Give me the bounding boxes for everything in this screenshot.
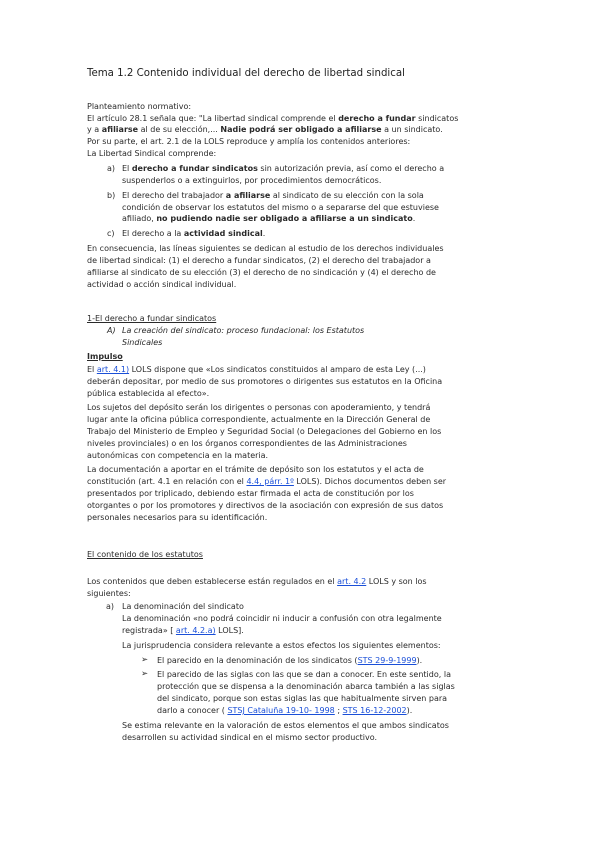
arrow-bullet-icon: ➢ (141, 655, 149, 665)
intro-line-4: La Libertad Sindical comprende: (87, 148, 217, 158)
sujetos-line-5: autonómicas con competencia en la materia. (87, 451, 269, 460)
documentacion-line-2: constitución (art. 4.1 en relación con el 4.4, párr. 1º LOLS). Dichos documentos deben ser (87, 477, 447, 486)
list-marker-b: b) (107, 191, 116, 200)
article-4-2-link[interactable]: art. 4.2 (337, 577, 367, 586)
sujetos-line-3: Trabajo del Ministerio de Empleo y Seguridad Social (o Delegaciones del Gobierno en los (87, 427, 442, 436)
article-4-1-link[interactable]: art. 4.1) (96, 365, 130, 374)
list-item-b-line-2: condición de observar los estatutos del mismo o a separarse del que estuviese (122, 202, 439, 212)
bullet-2-line-1: El parecido de las siglas con las que se dan a conocer. En este sentido, la (157, 670, 451, 679)
list-item-b-line-3: afiliado, no pudiendo nadie ser obligado a afiliarse a un sindicato. (122, 214, 416, 224)
documentacion-line-5: personales necesarios para su identificación. (87, 513, 268, 522)
list-marker-a: a) (107, 164, 116, 173)
consequence-line-1: En consecuencia, las líneas siguientes se dedican al estudio de los derechos individuales (87, 244, 444, 253)
planteamiento-label: Planteamiento normativo: (87, 102, 192, 111)
impulso-line-1: El art. 4.1) LOLS dispone que «Los sindicatos constituidos al amparo de esta Ley (...) (87, 365, 426, 374)
estatutos-line-1: Los contenidos que deben establecerse están regulados en el art. 4.2 LOLS y son los (87, 577, 427, 586)
denominacion-title: La denominación del sindicato (122, 602, 244, 611)
section-2-heading: El contenido de los estatutos (87, 550, 203, 559)
intro-line-3: Por su parte, el art. 2.1 de la LOLS reproduce y amplía los contenidos anteriores: (87, 137, 411, 147)
page-title: Tema 1.2 Contenido individual del derecho de libertad sindical (87, 68, 405, 79)
documentacion-line-3: presentados por triplicado, debiendo estar firmada el acta de constitución por los (87, 489, 414, 498)
bullet-2-line-3: del sindicato, porque son estas siglas las que habitualmente sirven para (157, 694, 448, 703)
article-4-2-a-link[interactable]: art. 4.2.a) (175, 626, 216, 635)
denominacion-line-2: registrada» [ art. 4.2.a) LOLS]. (122, 626, 244, 635)
denominacion-line-1: La denominación «no podrá coincidir ni inducir a confusión con otra legalmente (122, 614, 442, 623)
consequence-line-4: actividad o acción sindical individual. (87, 280, 237, 289)
subsection-title-line-1: La creación del sindicato: proceso fundacional: los Estatutos (122, 326, 365, 335)
documentacion-line-1: La documentación a aportar en el trámite de depósito son los estatutos y el acta de (87, 465, 424, 474)
article-4-4-link[interactable]: 4.4, párr. 1º (246, 477, 294, 486)
bullet-1-text: El parecido en la denominación de los sindicatos (STS 29-9-1999). (157, 656, 423, 665)
sts-1999-link[interactable]: STS 29-9-1999 (357, 656, 417, 665)
impulso-line-3: pública establecida al efecto». (87, 389, 210, 398)
estima-line-1: Se estima relevante en la valoración de estos elementos el que ambos sindicatos (122, 721, 449, 730)
impulso-heading: Impulso (87, 352, 123, 361)
estatutos-line-2: siguientes: (87, 589, 131, 598)
sujetos-line-4: niveles provinciales) o en los órganos correspondientes de las Administraciones (87, 439, 407, 448)
sujetos-line-1: Los sujetos del depósito serán los dirigentes o personas con apoderamiento, y tendrá (87, 403, 431, 412)
subsection-marker: A) (107, 326, 116, 335)
stsj-cataluna-link[interactable]: STSJ Cataluña 19-10- 1998 (227, 706, 335, 715)
bullet-2-line-2: protección que se dispensa a la denominación abarca también a las siglas (157, 682, 455, 691)
list-item-b-line-1: El derecho del trabajador a afiliarse al sindicato de su elección con la sola (122, 191, 424, 200)
arrow-bullet-icon: ➢ (141, 669, 149, 679)
jurisprudencia-line: La jurisprudencia considera relevante a estos efectos los siguientes elementos: (122, 641, 441, 650)
impulso-line-2: deberán depositar, por medio de sus promotores o dirigentes sus estatutos en la Oficina (87, 377, 443, 386)
sujetos-line-2: lugar ante la oficina pública correspondiente, actualmente en la Dirección General de (87, 415, 431, 424)
intro-line-2: y a afiliarse al de su elección,... Nadie podrá ser obligado a afiliarse a un sindicato. (87, 125, 443, 135)
subsection-title-line-2: Sindicales (122, 338, 163, 347)
documentacion-line-4: otorgantes o por los promotores y directivos de la asociación con expresión de sus datos (87, 501, 444, 510)
list-marker-c: c) (107, 229, 115, 238)
estima-line-2: desarrollen su actividad sindical en el mismo sector productivo. (122, 733, 378, 742)
consequence-line-3: afiliarse al sindicato de su elección (3) el derecho de no sindicación y (4) el derecho de (87, 268, 436, 277)
list-item-a-line-1: El derecho a fundar sindicatos sin autorización previa, así como el derecho a (122, 164, 445, 173)
sts-2002-link[interactable]: STS 16-12-2002 (342, 706, 407, 715)
bullet-2-line-4: darlo a conocer ( STSJ Cataluña 19-10- 1998 ; STS 16-12-2002). (157, 706, 413, 715)
list-item-a-line-2: suspenderlos o a extinguirlos, por procedimientos democráticos. (122, 175, 382, 185)
list-marker-a-denominacion: a) (106, 602, 115, 611)
list-item-c-line-1: El derecho a la actividad sindical. (122, 229, 266, 238)
consequence-line-2: de libertad sindical: (1) el derecho a fundar sindicatos, (2) el derecho del trabajador a (87, 256, 431, 265)
intro-line-1: El artículo 28.1 señala que: "La libertad sindical comprende el derecho a fundar sindicatos (87, 113, 459, 123)
section-1-heading: 1-El derecho a fundar sindicatos (87, 314, 217, 323)
